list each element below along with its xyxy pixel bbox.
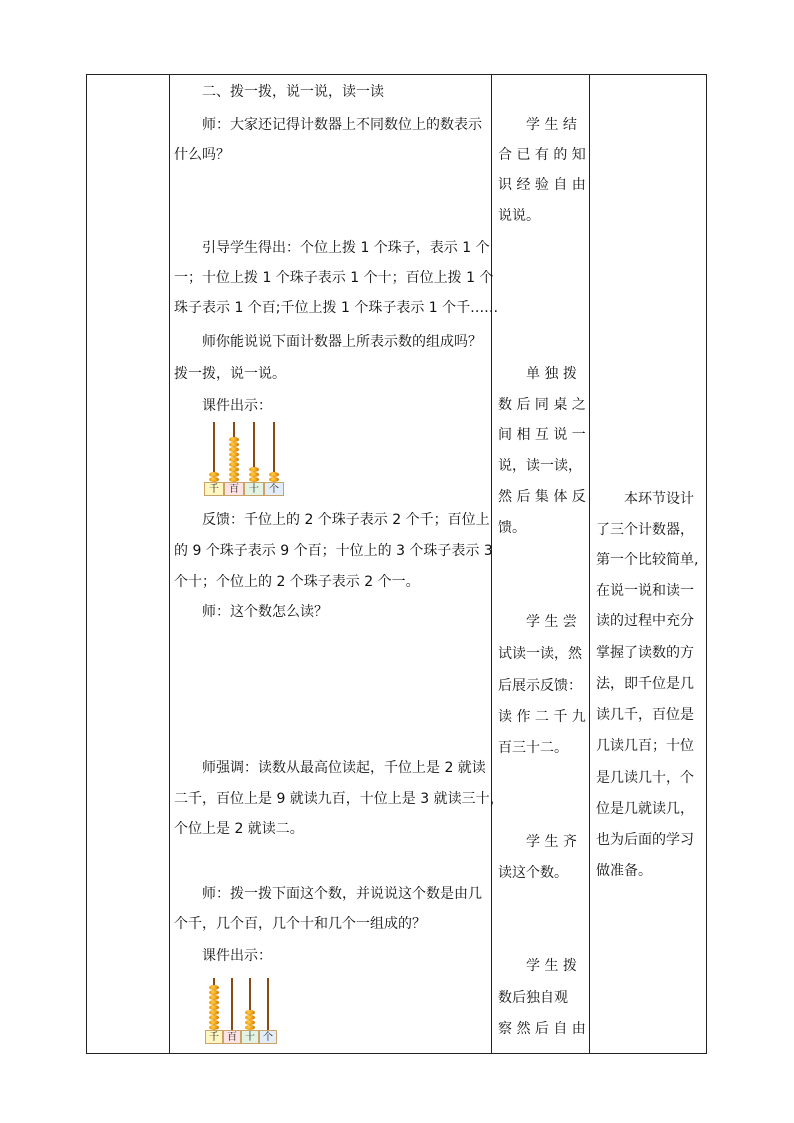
student-text: 学 生 拨 xyxy=(526,958,577,974)
design-text: 几读几百；十位 xyxy=(596,738,694,754)
student-text: 数后独自观 xyxy=(498,990,568,1006)
place-value-label: 百 xyxy=(224,482,244,496)
abacus-counter xyxy=(205,978,277,1046)
student-text: 察 然 后 自 由 xyxy=(498,1021,586,1037)
student-text: 后展示反馈： xyxy=(498,678,582,694)
student-text: 馈。 xyxy=(498,520,526,536)
abacus-bead xyxy=(209,1010,219,1015)
student-text: 识 经 验 自 由 xyxy=(498,177,586,193)
design-text: 法，即千位是几 xyxy=(596,676,694,692)
design-text: 读几千，百位是 xyxy=(596,707,694,723)
teacher-question: 个千，几个百，几个十和几个一组成的？ xyxy=(174,916,426,932)
student-text: 然 后 集 体 反 xyxy=(498,489,586,505)
student-text: 学 生 尝 xyxy=(526,614,577,630)
abacus-bead xyxy=(229,452,239,457)
abacus-bead xyxy=(229,447,239,452)
emphasis-text: 师强调：读数从最高位读起，千位上是 2 就读 xyxy=(202,760,486,776)
design-text: 本环节设计 xyxy=(624,491,694,507)
abacus-bead xyxy=(209,1015,219,1020)
teacher-question: 师：大家还记得计数器上不同数位上的数表示 xyxy=(202,117,482,133)
student-text: 数 后 同 桌 之 xyxy=(498,397,586,413)
abacus-bead xyxy=(249,467,259,472)
student-text: 间 相 互 说 一 xyxy=(498,427,586,443)
abacus-bead xyxy=(229,472,239,477)
design-text: 第一个比较简单, xyxy=(596,552,699,568)
abacus-bead xyxy=(229,462,239,467)
place-value-label: 个 xyxy=(264,482,284,496)
student-text: 单 独 拨 xyxy=(526,366,577,382)
feedback-text: 个十；个位上的 2 个珠子表示 2 个一。 xyxy=(174,574,420,590)
feedback-text: 反馈：千位上的 2 个珠子表示 2 个千；百位上 xyxy=(202,512,490,528)
abacus-bead xyxy=(209,1005,219,1010)
abacus-bead xyxy=(245,1015,255,1020)
abacus-bead xyxy=(209,990,219,995)
place-value-label: 十 xyxy=(244,482,264,496)
place-value-label: 千 xyxy=(204,482,224,496)
section-title: 二、拨一拨，说一说，读一读 xyxy=(202,84,384,100)
abacus-bead xyxy=(249,472,259,477)
abacus-bead xyxy=(245,1020,255,1025)
feedback-text: 的 9 个珠子表示 9 个百；十位上的 3 个珠子表示 3 xyxy=(174,543,493,559)
student-text: 读这个数。 xyxy=(498,865,568,881)
guide-text: 引导学生得出：个位上拨 1 个珠子，表示 1 个 xyxy=(202,240,490,256)
design-text: 在说一说和读一 xyxy=(596,583,694,599)
place-value-label: 百 xyxy=(223,1030,241,1044)
abacus-bead xyxy=(229,442,239,447)
design-text: 也为后面的学习 xyxy=(596,832,694,848)
courseware-label: 课件出示： xyxy=(202,398,272,414)
teacher-question: 拨一拨，说一说。 xyxy=(174,366,286,382)
abacus-bead xyxy=(229,457,239,462)
place-value-label: 个 xyxy=(259,1030,277,1044)
student-text: 百三十二。 xyxy=(498,740,568,756)
courseware-label: 课件出示： xyxy=(202,948,272,964)
abacus-bead xyxy=(209,985,219,990)
design-text: 位是几就读几， xyxy=(596,801,694,817)
abacus-bead xyxy=(229,437,239,442)
abacus-bead xyxy=(245,1010,255,1015)
abacus-bead xyxy=(209,1000,219,1005)
teacher-question: 师：拨一拨下面这个数，并说说这个数是由几 xyxy=(202,886,482,902)
design-text: 做准备。 xyxy=(596,863,652,879)
design-text: 读的过程中充分 xyxy=(596,613,694,629)
guide-text: 珠子表示 1 个百;千位上拨 1 个珠子表示 1 个千…… xyxy=(174,300,499,316)
abacus-rod xyxy=(231,978,233,1030)
place-value-label: 千 xyxy=(205,1030,223,1044)
abacus-bead xyxy=(209,1020,219,1025)
place-value-label: 十 xyxy=(241,1030,259,1044)
teacher-question: 什么吗？ xyxy=(174,147,230,163)
column-divider xyxy=(169,75,170,1053)
abacus-bead xyxy=(269,472,279,477)
abacus-rod xyxy=(267,978,269,1030)
teacher-question: 师你能说说下面计数器上所表示数的组成吗？ xyxy=(202,334,482,350)
abacus-bead xyxy=(209,995,219,1000)
guide-text: 一；十位上拨 1 个珠子表示 1 个十；百位上拨 1 个 xyxy=(174,270,494,286)
emphasis-text: 二千，百位上是 9 就读九百，十位上是 3 就读三十， xyxy=(174,791,504,807)
design-text: 掌握了读数的方 xyxy=(596,645,694,661)
design-text: 是几读几十，个 xyxy=(596,770,694,786)
design-text: 了三个计数器， xyxy=(596,522,694,538)
column-divider xyxy=(589,75,590,1053)
teacher-question: 师：这个数怎么读？ xyxy=(202,604,328,620)
student-text: 合 已 有 的 知 xyxy=(498,147,586,163)
student-text: 说，读一读， xyxy=(498,458,582,474)
student-text: 学 生 齐 xyxy=(526,834,577,850)
student-text: 说说。 xyxy=(498,208,540,224)
student-text: 试读一读，然 xyxy=(498,646,582,662)
abacus-counter xyxy=(204,422,284,498)
abacus-bead xyxy=(209,472,219,477)
abacus-bead xyxy=(229,467,239,472)
student-text: 读 作 二 千 九 xyxy=(498,709,586,725)
emphasis-text: 个位上是 2 就读二。 xyxy=(174,821,304,837)
student-text: 学 生 结 xyxy=(526,117,577,133)
